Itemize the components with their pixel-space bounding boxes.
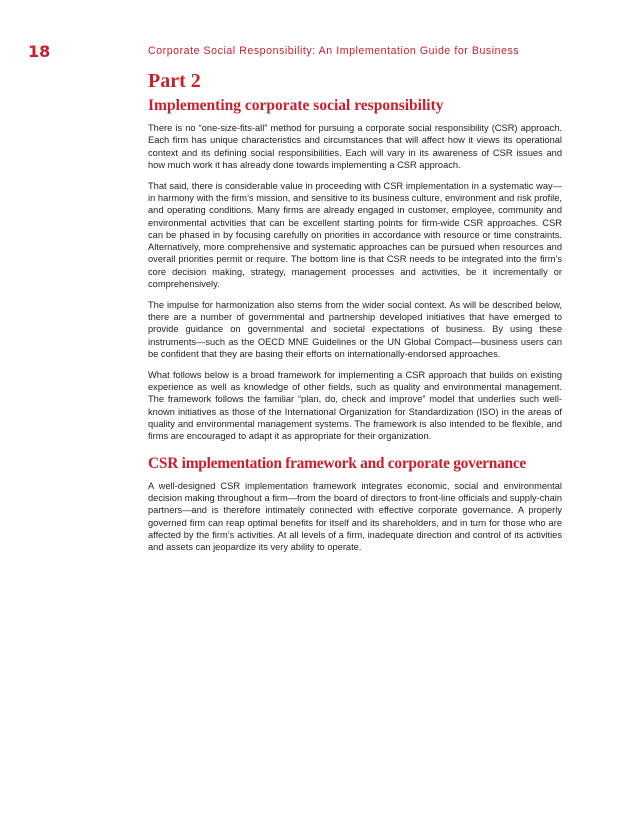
page-content — [148, 70, 562, 562]
paragraph: The impulse for harmonization also stems from the wider social context. As will be described below, there are a number of governmental and partnership developed initiatives that have emerged to provide guidance on governmental and societal expectations of business. By using these instruments—such as the OECD MNE Guidelines or the UN Global Compact—business users can be confident that they are basing their efforts on internationally-endorsed approaches. — [148, 299, 562, 360]
part-title: Part 2 — [148, 70, 201, 92]
paragraph: That said, there is considerable value in proceeding with CSR implementation in a systematic way—in harmony with the firm’s mission, and sensitive to its business culture, environment and risk profile, and operating conditions. Many firms are already engaged in customer, employee, community and environmental activities that can be excellent starting points for firm-wide CSR approaches. CSR can be phased in by focusing carefully on priorities in accordance with resource or time constraints. Alternatively, more comprehensive and systematic approaches can be pursued when resources and overall priorities permit or require. The bottom line is that CSR needs to be integrated into the firm’s core decision making, strategy, management processes and activities, be it incrementally or comprehensively. — [148, 180, 562, 290]
section-title-implementing: Implementing corporate social responsibility — [148, 97, 444, 114]
section-title-framework-governance: CSR implementation framework and corporate governance — [148, 454, 526, 472]
running-header: Corporate Social Responsibility: An Implementation Guide for Business — [148, 45, 520, 57]
paragraph: A well-designed CSR implementation framework integrates economic, social and environmental decision making throughout a firm—from the board of directors to front-line officials and supply-chain partners—and is therefore intimately connected with effective corporate governance. A properly governed firm can reap optimal benefits for itself and its shareholders, and in turn for those who are affected by the firm’s activities. At all levels of a firm, inadequate direction and control of its activities and assets can jeopardize its very ability to operate. — [148, 480, 562, 553]
paragraph: There is no “one-size-fits-all” method for pursuing a corporate social responsibility (CSR) approach. Each firm has unique characteristics and circumstances that will affect how it views its operational context and its defining social responsibilities. Each will vary in its awareness of CSR issues and how much work it has already done towards implementing a CSR approach. — [148, 123, 562, 170]
paragraph: What follows below is a broad framework for implementing a CSR approach that builds on existing experience as well as knowledge of other fields, such as quality and environmental management. The framework follows the familiar “plan, do, check and improve” model that underlies such well-known initiatives as those of the International Organization for Standardization (ISO) in the areas of quality and environmental management systems. The framework is also intended to be flexible, and firms are encouraged to adapt it as appropriate for their organization. — [148, 369, 562, 442]
page-number: 18 — [28, 42, 51, 61]
